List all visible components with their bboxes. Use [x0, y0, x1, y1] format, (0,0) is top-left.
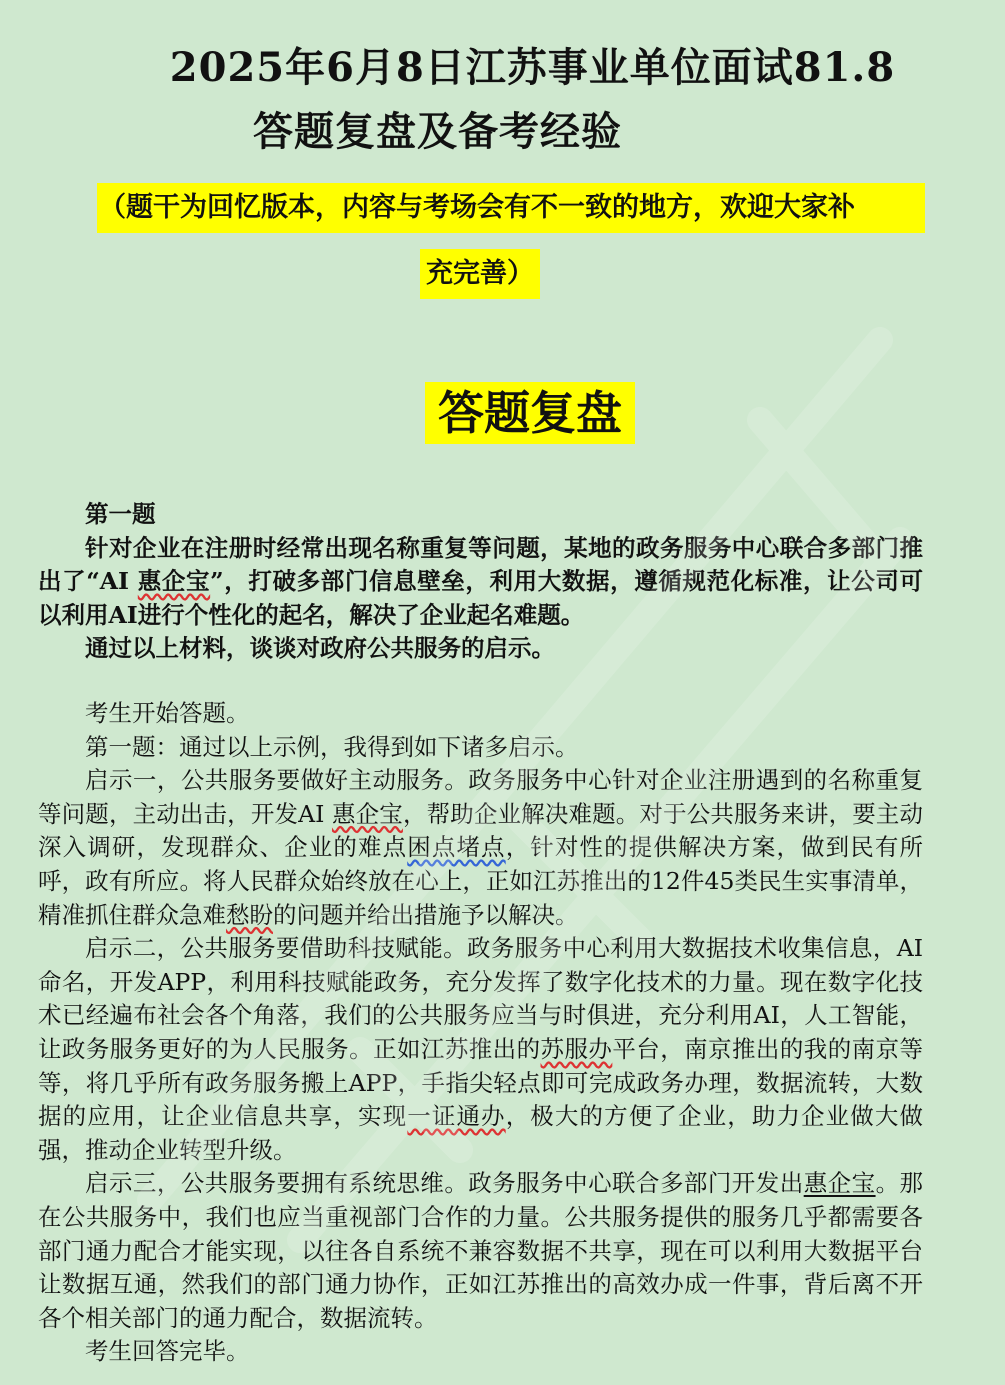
- insight-1: 启示一，公共服务要做好主动服务。政务服务中心针对企业注册遇到的名称重复等问题，主动出击，开发AI 惠企宝，帮助企业解决难题。对于公共服务来讲，要主动深入调研，发现群众、企业的难点困点堵点，针对性的提供解决方案，做到民有所呼，政有所应。将人民群众始终放在心上，正如江苏推出的12件45类民生实事清单，精准抓住群众急难愁盼的问题并给出措施予以解决。: [38, 766, 924, 929]
- spellcheck-mark: 惠企宝: [331, 799, 403, 828]
- underline-mark: 惠企宝: [803, 1169, 876, 1198]
- question-text: 针对企业在注册时经常出现名称重复等问题，某地的政务服务中心联合多部门推出了“AI 惠企宝”，打破多部门信息壁垒，利用大数据，遵循规范化标准，让公司可以利用AI进行个性化的起名，解决了企业起名难题。: [38, 533, 923, 629]
- answer-intro: 第一题：通过以上示例，我得到如下诸多启示。: [85, 732, 579, 761]
- spellcheck-mark: 苏服办: [540, 1034, 613, 1063]
- answer-end: 考生回答完毕。: [85, 1337, 250, 1366]
- note-line-2: 充完善）: [420, 249, 540, 299]
- grammar-mark: 困点堵点: [407, 833, 506, 862]
- title-line-1: 2025年6月8日江苏事业单位面试81.8: [169, 44, 896, 91]
- spellcheck-mark: 惠企宝: [137, 567, 211, 596]
- section-heading: 答题复盘: [425, 382, 635, 444]
- insight-3: 启示三，公共服务要拥有系统思维。政务服务中心联合多部门开发出惠企宝。那在公共服务中，我们也应当重视部门合作的力量。公共服务提供的服务几乎都需要各部门通力配合才能实现，以往各自系统不兼容数据不共享，现在可以利用大数据平台让数据互通，然我们的部门通力协作，正如江苏推出的高效办成一件事，背后离不开各个相关部门的通力配合，数据流转。: [38, 1169, 924, 1332]
- question-label: 第一题: [85, 500, 156, 528]
- spellcheck-mark: 愁盼: [226, 900, 273, 929]
- answer-start: 考生开始答题。: [85, 699, 250, 727]
- spellcheck-mark: 一证通办: [407, 1102, 506, 1131]
- note-line-1: （题干为回忆版本，内容与考场会有不一致的地方，欢迎大家补: [97, 183, 925, 233]
- answer-block: [38, 697, 923, 1369]
- question-block: [38, 498, 923, 666]
- question-prompt: 通过以上材料，谈谈对政府公共服务的启示。: [85, 634, 555, 663]
- title-line-2: 答题复盘及备考经验: [253, 108, 622, 155]
- insight-2: 启示二，公共服务要借助科技赋能。政务服务中心利用大数据技术收集信息，AI命名，开发APP，利用科技赋能政务，充分发挥了数字化技术的力量。现在数字化技术已经遍布社会各个角落，我们的公共服务应当与时俱进，充分利用AI，人工智能，让政务服务更好的为人民服务。正如江苏推出的苏服办平台，南京推出的我的南京等等，将几乎所有政务服务搬上APP，手指尖轻点即可完成政务办理，数据流转，大数据的应用，让企业信息共享，实现一证通办，极大的方便了企业，助力企业做大做强，推动企业转型升级。: [38, 934, 924, 1164]
